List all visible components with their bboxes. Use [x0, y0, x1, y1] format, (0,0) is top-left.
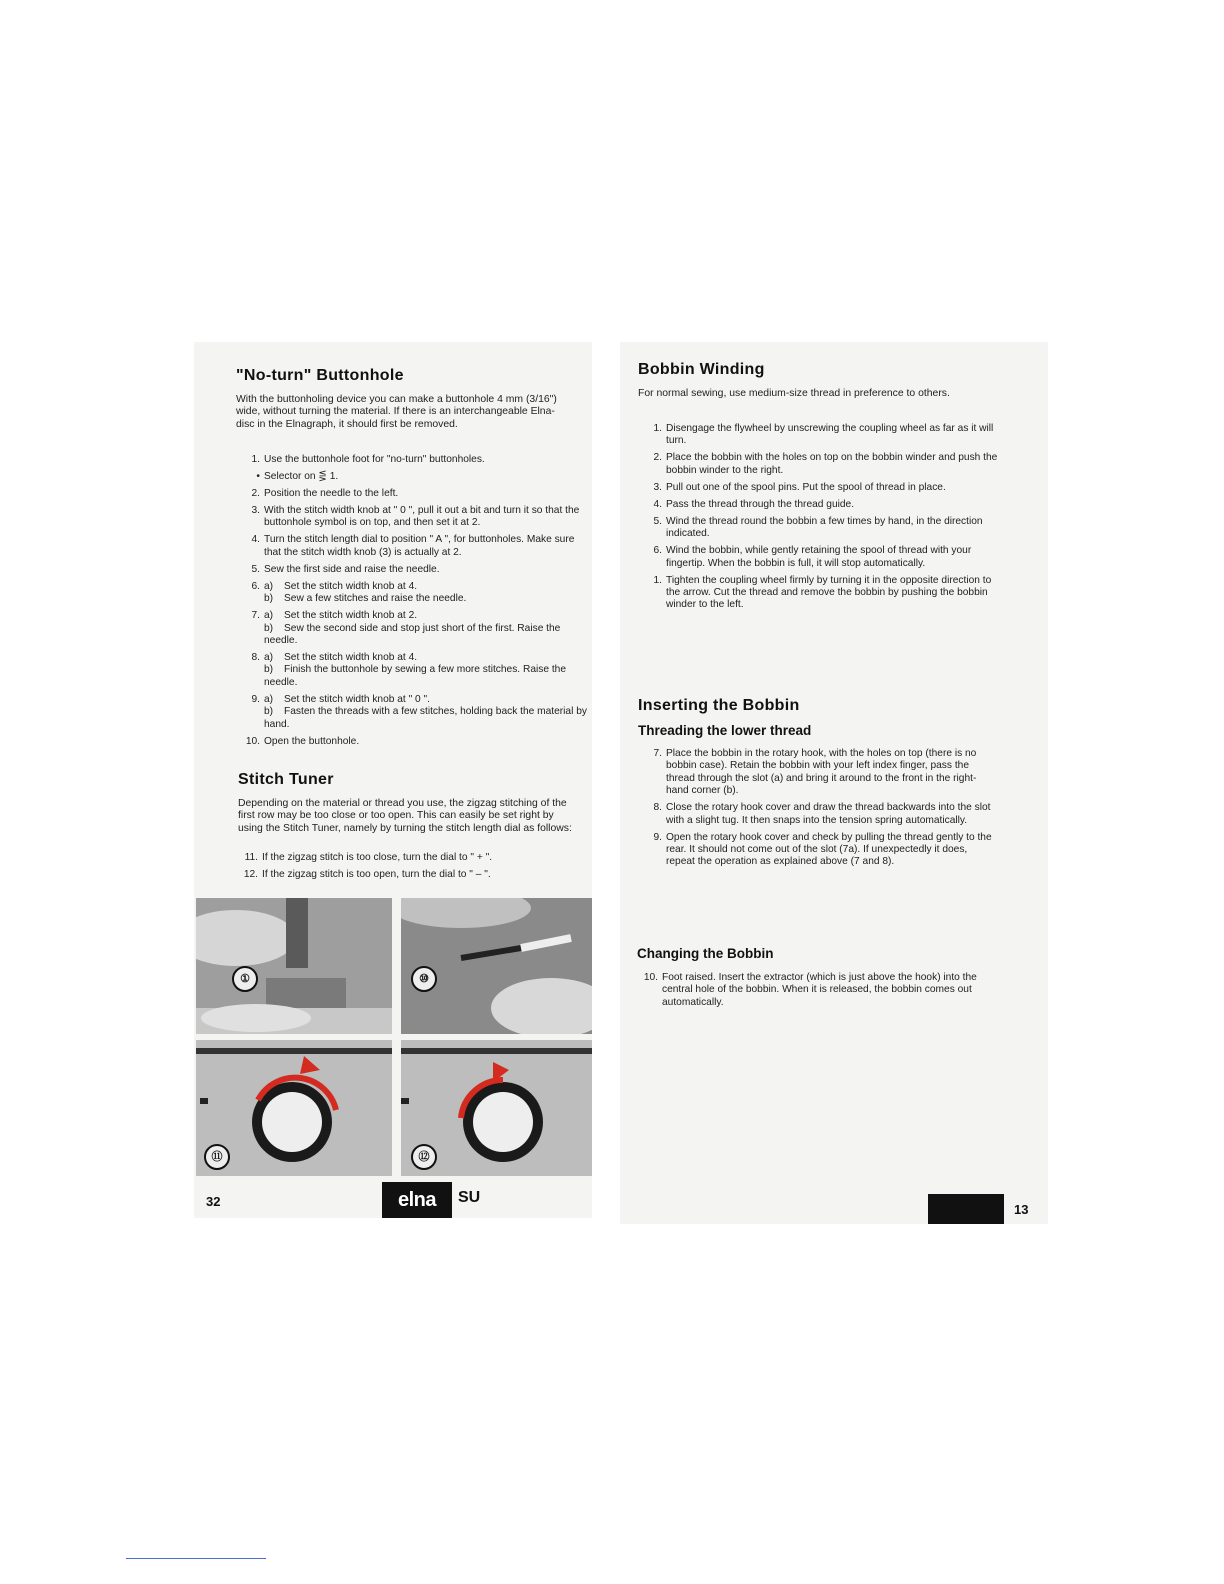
step-number: 10. [245, 735, 260, 747]
step-text: Tighten the coupling wheel firmly by turning it in the opposite direction to the arrow. Cut the thread and remove the bobbin by pushing the bobbin winder to the left. [666, 574, 992, 611]
photo-label-1: ① [232, 966, 258, 992]
step-text: Place the bobbin with the holes on top on the bobbin winder and push the bobbin winder to the right. [666, 452, 998, 476]
step-text: If the zigzag stitch is too open, turn the dial to " – ". [262, 869, 491, 880]
elna-logo-suffix: SU [458, 1189, 481, 1206]
step-number: 10. [643, 972, 658, 983]
step-item [640, 499, 1000, 511]
changing-bobbin-steps [636, 972, 988, 1014]
step-number: 8. [653, 802, 662, 814]
step-item [238, 610, 594, 647]
stitch-tuner-intro: Depending on the material or thread you use, the zigzag stitching of the first row may be too close or too open. This can easily be set right by using the Stitch Tuner, namely by turning the stitch length dial as follows: [238, 798, 572, 834]
step-sub-b: b) Finish the buttonhole by sewing a few more stitches. Raise the needle. [264, 664, 567, 688]
step-text: If the zigzag stitch is too close, turn the dial to " + ". [262, 852, 493, 863]
step-item [236, 869, 576, 881]
step-item [640, 452, 1000, 477]
bobbin-winding-intro: For normal sewing, use medium-size thread in preference to others. [638, 388, 950, 399]
step-number: 7. [653, 748, 662, 759]
step-item [636, 972, 988, 1009]
step-text: Place the bobbin in the rotary hook, with the holes on top (there is no bobbin case). Retain the bobbin with your left index finger, pass the thread through the slot (a) and bring it around to the front in the right-hand corner (b). [666, 748, 977, 797]
right-page-number: 13 [1014, 1202, 1029, 1217]
right-footer-block [928, 1194, 1004, 1224]
step-sub-b: b) Fasten the threads with a few stitches, holding back the material by hand. [264, 706, 587, 730]
step-sub-text: Set the stitch width knob at 2. [284, 610, 418, 622]
stitch-tuner-steps [236, 852, 576, 886]
step-text: Pull out one of the spool pins. Put the spool of thread in place. [666, 481, 946, 493]
step-sub-a: a) Set the stitch width knob at 4. [264, 580, 418, 592]
step-number: 3. [653, 481, 662, 493]
step-number: 1. [653, 574, 662, 586]
step-item [238, 471, 594, 483]
step-item [236, 852, 576, 864]
step-text: Open the rotary hook cover and check by pulling the thread gently to the rear. It should not come out of the slot (7a). If unexpectedly it does, repeat the operation as explained above (7 and 8). [666, 831, 992, 868]
changing-bobbin-title: Changing the Bobbin [637, 946, 774, 961]
step-number: 8. [251, 652, 260, 664]
step-text: Close the rotary hook cover and draw the thread backwards into the slot with a slight tug. It then snaps into the tension spring automatically. [666, 802, 991, 826]
step-number: 6. [653, 545, 662, 557]
buttonhole-title: "No-turn" Buttonhole [236, 367, 404, 384]
step-sub-text: Set the stitch width knob at 4. [284, 580, 418, 592]
step-item [238, 581, 594, 606]
threading-lower-title: Threading the lower thread [638, 723, 812, 738]
step-text: Turn the stitch length dial to position " A ", for buttonholes. Make sure that the stitch width knob (3) is actually at 2. [264, 534, 575, 558]
inserting-bobbin-steps [640, 748, 992, 873]
photo-dial-plus [196, 1040, 392, 1176]
step-sub-text: Sew a few stitches and raise the needle. [284, 593, 467, 605]
bobbin-winding-steps [640, 423, 1000, 616]
step-text: Use the buttonhole foot for "no-turn" buttonholes. [264, 454, 485, 465]
step-text: Pass the thread through the thread guide. [666, 498, 855, 510]
step-sub-a: a) Set the stitch width knob at 4. [264, 652, 418, 664]
step-item [640, 802, 992, 827]
step-text: Wind the bobbin, while gently retaining the spool of thread with your fingertip. When the bobbin is full, it will stop automatically. [666, 545, 972, 569]
step-text: Selector on ⋚ 1. [264, 471, 339, 482]
step-item [238, 652, 594, 689]
step-item [238, 488, 594, 500]
step-text: With the stitch width knob at " 0 ", pull it out a bit and turn it so that the buttonhole symbol is on top, and then set it at 2. [264, 505, 580, 529]
step-sub-a: a) Set the stitch width knob at " 0 ". [264, 693, 430, 705]
step-item [238, 694, 594, 731]
step-sub-text: Sew the second side and stop just short of the first. Raise the needle. [264, 622, 561, 647]
step-item [640, 748, 992, 798]
step-number: • [256, 471, 260, 482]
step-number: 11. [244, 852, 258, 863]
step-number: 1. [653, 423, 662, 434]
step-number: 7. [251, 610, 260, 622]
photo-label-12: ⑫ [411, 1144, 437, 1170]
step-sub-text: Set the stitch width knob at " 0 ". [284, 693, 430, 705]
step-item [640, 545, 1000, 570]
step-item [238, 534, 594, 559]
step-sub-text: Fasten the threads with a few stitches, holding back the material by hand. [264, 706, 587, 730]
step-number: 12. [243, 869, 258, 880]
step-number: 5. [251, 563, 260, 575]
extractor-illustration [401, 898, 592, 1034]
presser-foot-illustration [196, 898, 392, 1034]
buttonhole-steps [238, 454, 594, 753]
step-sub-b: b) Sew the second side and stop just short of the first. Raise the needle. [264, 622, 561, 647]
step-text: Open the buttonhole. [264, 735, 360, 747]
photo-label-10: ⑩ [411, 966, 437, 992]
step-number: 9. [653, 831, 662, 843]
step-item [640, 482, 1000, 494]
step-item [640, 575, 1000, 612]
stitch-tuner-title: Stitch Tuner [238, 771, 334, 788]
left-page-number: 32 [206, 1194, 221, 1209]
step-number: 1. [251, 454, 260, 465]
inserting-bobbin-title: Inserting the Bobbin [638, 697, 800, 714]
step-number: 3. [251, 505, 260, 516]
step-item [238, 454, 594, 466]
step-item [238, 736, 594, 748]
photo-presser-foot [196, 898, 392, 1034]
step-text: Position the needle to the left. [264, 488, 399, 499]
step-number: 2. [653, 452, 662, 464]
step-number: 4. [653, 498, 662, 510]
step-item [640, 423, 1000, 448]
step-text: Sew the first side and raise the needle. [264, 563, 440, 575]
photo-label-11: ⑪ [204, 1144, 230, 1170]
step-sub-text: Finish the buttonhole by sewing a few more stitches. Raise the needle. [264, 664, 567, 688]
step-item [640, 832, 992, 869]
step-number: 5. [653, 515, 662, 527]
step-item [640, 516, 1000, 541]
step-sub-text: Set the stitch width knob at 4. [284, 652, 418, 664]
photo-extractor [401, 898, 592, 1034]
bobbin-winding-title: Bobbin Winding [638, 361, 765, 378]
footer-link-line [126, 1558, 266, 1559]
elna-logo: elna [382, 1182, 452, 1218]
buttonhole-intro: With the buttonholing device you can make a buttonhole 4 mm (3/16") wide, without turning the material. If there is an interchangeable Elna-disc in the Elnagraph, it should first be removed. [236, 394, 557, 430]
step-text: Disengage the flywheel by unscrewing the coupling wheel as far as it will turn. [666, 423, 994, 447]
step-text: Wind the thread round the bobbin a few times by hand, in the direction indicated. [666, 515, 983, 540]
photo-dial-minus [401, 1040, 592, 1176]
step-item [238, 505, 594, 530]
step-number: 2. [251, 488, 260, 499]
step-item [238, 564, 594, 576]
step-number: 9. [251, 693, 260, 705]
step-sub-b: b) Sew a few stitches and raise the needle. [264, 593, 467, 605]
step-number: 6. [251, 580, 260, 592]
step-sub-a: a) Set the stitch width knob at 2. [264, 610, 418, 622]
step-text: Foot raised. Insert the extractor (which is just above the hook) into the central hole of the bobbin. When it is released, the bobbin comes out automatically. [662, 972, 977, 1008]
step-number: 4. [251, 534, 260, 546]
